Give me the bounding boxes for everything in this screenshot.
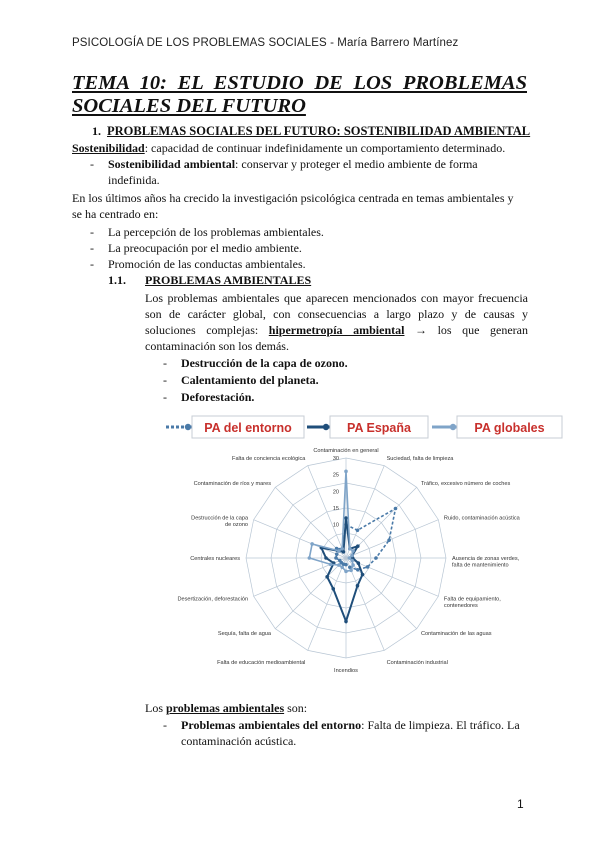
radial-tick-label: 10 <box>332 522 339 529</box>
axis-label <box>177 597 248 603</box>
series-point <box>329 563 333 567</box>
list-intro-post: son: <box>287 701 308 715</box>
bullet-dash: - <box>90 157 94 171</box>
radial-tick-label: 25 <box>332 472 339 479</box>
axis-label-line: Tráfico, excesivo número de coches <box>420 481 511 488</box>
legend-label: PA del entorno <box>204 421 292 435</box>
series-point <box>356 528 360 532</box>
list-intro <box>145 700 307 716</box>
axis-label-line: Ruido, contaminación acústica <box>443 515 520 522</box>
axis-label-line: de ozono <box>225 521 249 528</box>
sost-ambiental-definition <box>108 156 528 172</box>
series-point <box>357 561 361 565</box>
axis-label-line: Contaminación de las aguas <box>420 630 492 637</box>
series-point <box>331 587 335 591</box>
entorno-text-cont: contaminación acústica. <box>181 734 297 748</box>
entorno-problems <box>181 717 520 733</box>
series-point <box>356 584 360 588</box>
bullet-dash: - <box>90 257 94 271</box>
series-point <box>356 568 360 572</box>
axis-label <box>194 481 272 487</box>
legend-marker <box>185 424 191 430</box>
hipermetropia-term: hipermetropía ambiental <box>268 323 405 337</box>
series-point <box>349 569 353 573</box>
chart-legend <box>166 416 562 438</box>
para-line-3-post: → los que generan <box>415 323 529 337</box>
bullet-dash: - <box>163 390 167 404</box>
series-point <box>310 542 314 546</box>
series-point <box>340 547 344 551</box>
axis-label <box>334 668 358 674</box>
series-point <box>342 550 346 554</box>
series-point <box>366 565 370 569</box>
legend-marker <box>323 424 329 430</box>
sost-ambiental-term: Sostenibilidad ambiental <box>108 157 236 171</box>
axis-label-line: Ausencia de zonas verdes, <box>452 556 520 562</box>
section-1-1-number: 1.1. <box>108 273 126 287</box>
axis-label <box>313 448 378 454</box>
axis-label <box>444 597 501 610</box>
research-topic: Promoción de las conductas ambientales. <box>108 257 306 271</box>
axis-label-line: Incendios <box>334 668 358 674</box>
axis-label <box>218 631 272 637</box>
bullet-dash: - <box>163 373 167 387</box>
axis-label-line: Falta de educación medioambiental <box>217 659 306 666</box>
intro-line-2: se ha centrado en: <box>72 207 159 221</box>
axis-label-line: Contaminación en general <box>313 448 379 454</box>
legend-label: PA España <box>347 421 411 435</box>
research-topic: La preocupación por el medio ambiente. <box>108 241 302 255</box>
series-point <box>344 570 348 574</box>
series-point <box>338 559 342 563</box>
title-line-2: SOCIALES DEL FUTURO <box>72 95 306 117</box>
section-1-title: PROBLEMAS SOCIALES DEL FUTURO: SOSTENIBILIDAD AMBIENTAL <box>107 124 531 138</box>
series-point <box>350 559 354 563</box>
axis-label <box>387 456 455 462</box>
bullet-dash: - <box>90 241 94 255</box>
series-point <box>387 538 391 542</box>
axis-label <box>452 556 520 569</box>
series-point <box>340 565 344 569</box>
list-intro-pre: Los <box>145 701 163 715</box>
bullet-dash: - <box>90 225 94 239</box>
para-line-3 <box>145 322 528 338</box>
sostenibilidad-definition <box>72 140 505 156</box>
series-point <box>348 556 352 560</box>
series-point <box>348 547 352 551</box>
grid-spoke <box>346 466 384 558</box>
para-line-1: Los problemas ambientales que aparecen mencionados con mayor frecuencia <box>145 291 528 305</box>
sostenibilidad-text: : capacidad de continuar indefinidamente un comportamiento determinado. <box>144 141 506 155</box>
entorno-term: Problemas ambientales del entorno <box>181 718 362 732</box>
series-point <box>324 556 328 560</box>
global-problem: Deforestación. <box>181 390 255 404</box>
section-1-number: 1. <box>92 124 101 138</box>
series-point <box>351 549 355 553</box>
bullet-dash: - <box>163 718 167 732</box>
axis-label-line: Sequía, falta de agua <box>217 630 272 637</box>
axis-label-line: Contaminación industrial <box>386 659 448 666</box>
radial-tick-label: 20 <box>332 489 339 496</box>
sostenibilidad-term: Sostenibilidad <box>72 141 145 155</box>
axis-label-line: Desertización, deforestación <box>177 596 249 603</box>
axis-label-line: Suciedad, falta de limpieza <box>386 456 454 463</box>
axis-label <box>387 660 448 666</box>
problemas-ambientales-term: problemas ambientales <box>166 701 285 715</box>
para-line-4: contaminación son los demás. <box>145 339 289 353</box>
global-problem: Destrucción de la capa de ozono. <box>181 356 348 370</box>
axis-label <box>421 631 492 637</box>
axis-label <box>421 481 511 487</box>
axis-label <box>191 515 249 528</box>
series-point <box>308 556 312 560</box>
grid-spoke <box>346 520 438 558</box>
section-1-1-title: PROBLEMAS AMBIENTALES <box>145 273 312 287</box>
research-topic: La percepción de los problemas ambientales. <box>108 225 324 239</box>
radial-tick-label: 30 <box>332 456 339 462</box>
axis-label <box>232 456 306 462</box>
axis-label-line: Contaminación de ríos y mares <box>193 481 272 488</box>
sost-ambiental-text: : conservar y proteger el medio ambiente de forma <box>235 157 478 171</box>
legend-label: PA globales <box>474 421 545 435</box>
axis-label-line: Falta de equipamiento, <box>443 596 501 603</box>
page-header: PSICOLOGÍA DE LOS PROBLEMAS SOCIALES - María Barrero Martínez <box>72 37 459 49</box>
global-problem: Calentamiento del planeta. <box>181 373 319 387</box>
series-point <box>325 575 329 579</box>
series-point <box>334 556 338 560</box>
para-line-2: son de carácter global, con consecuencias a largo plazo y de causas y <box>145 307 528 321</box>
series-point <box>344 620 348 624</box>
axis-label-line: Falta de conciencia ecológica <box>232 456 306 463</box>
series-point <box>344 516 348 520</box>
series-point <box>335 552 339 556</box>
series-point <box>337 563 341 567</box>
title-line-1: TEMA 10: EL ESTUDIO DE LOS PROBLEMAS <box>72 72 527 94</box>
bullet-dash: - <box>163 356 167 370</box>
intro-line-1: En los últimos años ha crecido la investigación psicológica centrada en temas ambientales y <box>72 191 514 205</box>
axis-label-line: Destrucción de la capa <box>191 515 249 522</box>
series-point <box>356 544 360 548</box>
series-point <box>344 470 348 474</box>
axis-label <box>217 660 305 666</box>
axis-label <box>444 515 521 521</box>
series-point <box>350 554 354 558</box>
axis-label-line: falta de mantenimiento <box>452 562 509 569</box>
series-point <box>351 563 355 567</box>
series-point <box>374 556 378 560</box>
entorno-text: : Falta de limpieza. El tráfico. La <box>361 718 520 732</box>
para-line-3-pre: soluciones complejas: <box>145 323 259 337</box>
series-point <box>337 549 341 553</box>
axis-label-line: contenedores <box>443 603 478 610</box>
series-point <box>394 507 398 511</box>
legend-marker <box>450 424 456 430</box>
series-point <box>361 573 365 577</box>
axis-label-line: Centrales nucleares <box>190 556 240 562</box>
axis-label <box>190 556 240 562</box>
page-number: 1 <box>517 797 524 811</box>
page-title <box>72 72 527 118</box>
radial-tick-label: 15 <box>332 506 339 512</box>
sost-ambiental-text-cont: indefinida. <box>108 173 160 187</box>
radar-chart <box>162 412 564 680</box>
